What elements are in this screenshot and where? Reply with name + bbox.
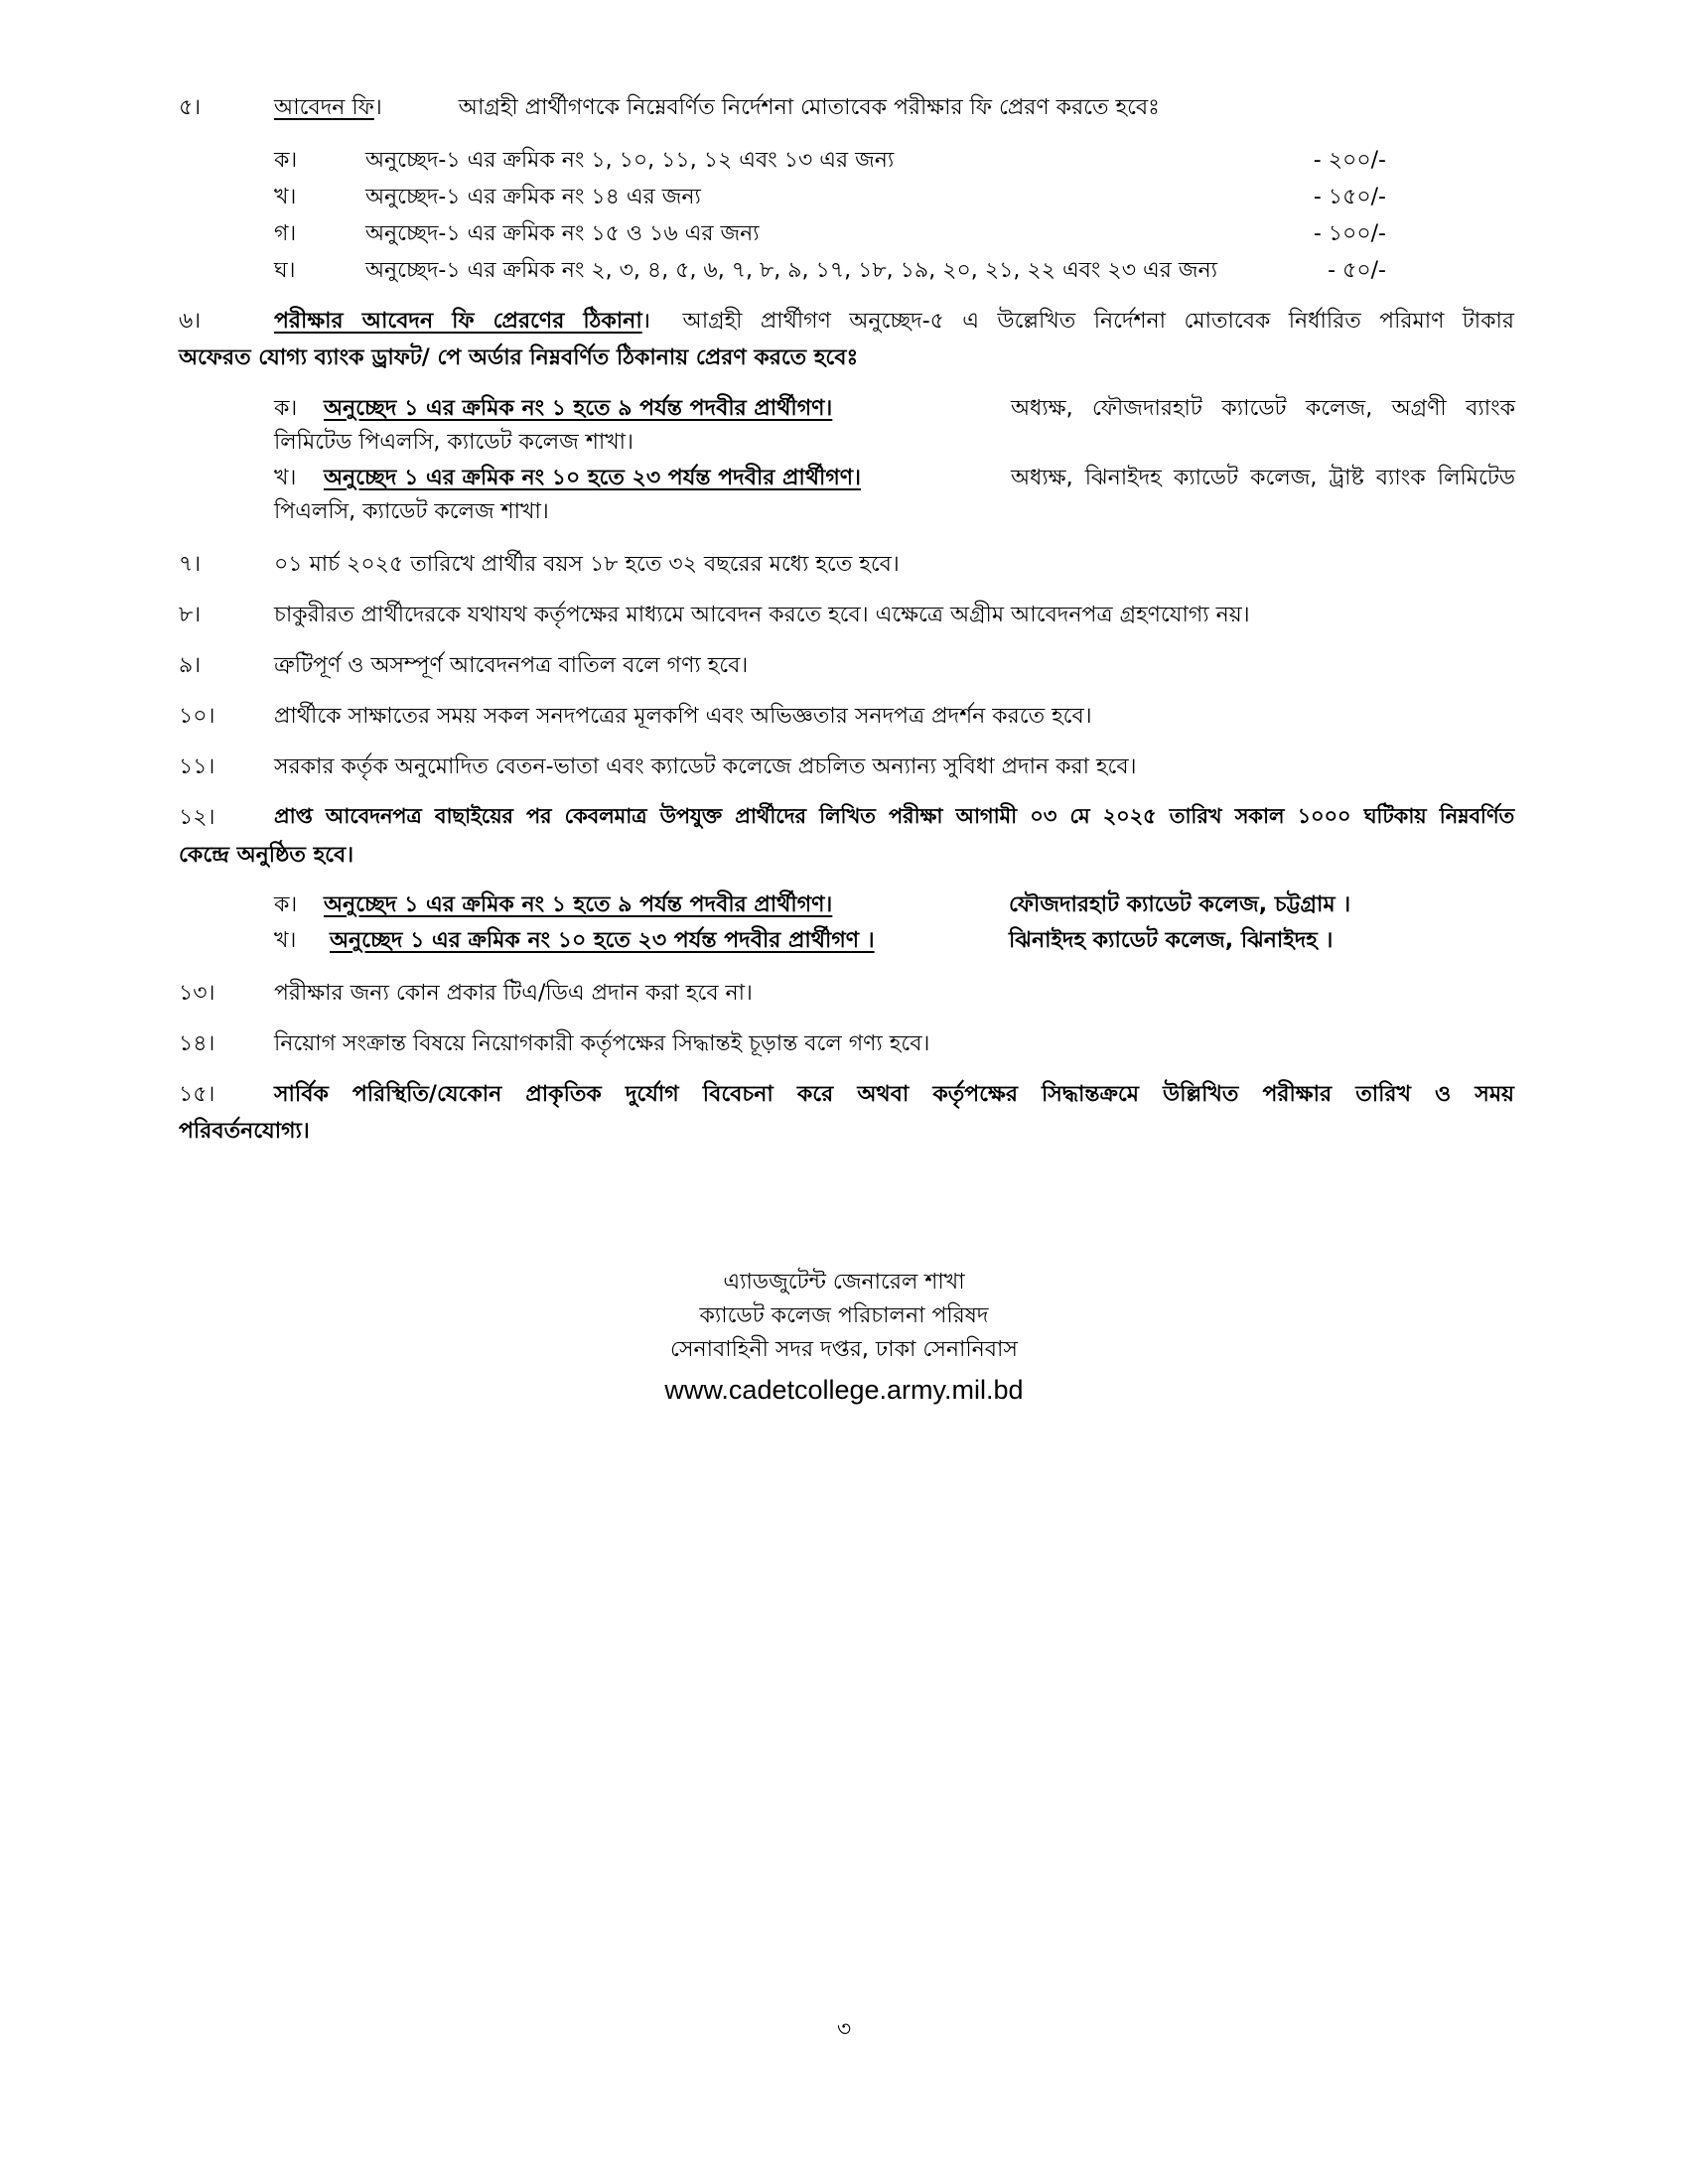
section-number: ১১।: [179, 754, 215, 779]
section-8: [179, 599, 1514, 631]
section-number: ১২।: [179, 805, 215, 830]
section-12: [179, 801, 1514, 833]
fee-row: খ। অনুচ্ছেদ-১ এর ক্রমিক নং ১৪ এর জন্য - ১৫০/-: [274, 181, 1386, 214]
fee-amount: - ১০০/-: [1313, 221, 1386, 246]
section-text: আগ্রহী প্রার্থীগণ অনুচ্ছেদ-৫ এ উল্লেখিত নির্দেশনা মোতাবেক নির্ধারিত পরিমাণ টাকার: [682, 309, 1515, 334]
issuer-branch: এ্যাডজুটেন্ট জেনারেল শাখা: [723, 1270, 965, 1295]
issuer-block: [0, 1266, 1688, 1407]
exam-centre-row: খ। অনুচ্ছেদ ১ এর ক্রমিক নং ১০ হতে ২৩ পর্যন্ত পদবীর প্রার্থীগণ । ঝিনাইদহ ক্যাডেট কলেজ, ঝিনাইদহ ।: [274, 928, 1334, 953]
section-title: পরীক্ষার আবেদন ফি প্রেরণের ঠিকানা: [274, 309, 642, 334]
section-13: [179, 977, 1514, 1010]
section-10: [179, 700, 1514, 733]
section-number: ৫।: [179, 95, 202, 120]
section-text-cont: কেন্দ্রে অনুষ্ঠিত হবে।: [179, 843, 354, 868]
section-15: [179, 1078, 1514, 1111]
section-text: প্রাপ্ত আবেদনপত্র বাছাইয়ের পর কেবলমাত্র উপযুক্ত প্রার্থীদের লিখিত পরীক্ষা আগামী ০৩ মে ২০২৫ তারিখ সকাল ১০০০ ঘটিকায় নিম্নবর্ণিত: [274, 804, 1514, 828]
section-number: ৮।: [179, 603, 202, 627]
section-text: আগ্রহী প্রার্থীগণকে নিম্নেবর্ণিত নির্দেশনা মোতাবেক পরীক্ষার ফি প্রেরণ করতে হবেঃ: [458, 95, 1160, 120]
section-9: [179, 649, 1514, 682]
section-number: ৬।: [179, 309, 202, 334]
section-number: ১৫।: [179, 1082, 215, 1107]
fee-row: গ। অনুচ্ছেদ-১ এর ক্রমিক নং ১৫ ও ১৬ এর জন্য - ১০০/-: [274, 217, 1386, 251]
section-text: চাকুরীরত প্রার্থীদেরকে যথাযথ কর্তৃপক্ষের মাধ্যমে আবেদন করতে হবে। এক্ষেত্রে অগ্রীম আবেদনপত্র গ্রহণযোগ্য নয়।: [274, 603, 1250, 627]
exam-centre-row: ক। অনুচ্ছেদ ১ এর ক্রমিক নং ১ হতে ৯ পর্যন্ত পদবীর প্রার্থীগণ। ফৌজদারহাট ক্যাডেট কলেজ, চট্টগ্রাম ।: [274, 892, 1351, 917]
section-5: ৫। আবেদন ফি। আগ্রহী প্রার্থীগণকে নিম্নেবর্ণিত নির্দেশনা মোতাবেক পরীক্ষার ফি প্রেরণ করতে হবেঃ: [179, 91, 1514, 124]
section-7: [179, 548, 1514, 581]
section-title: আবেদন ফি: [274, 95, 374, 120]
section-number: ১০।: [179, 704, 215, 729]
address-item: খ। অনুচ্ছেদ ১ এর ক্রমিক নং ১০ হতে ২৩ পর্যন্ত পদবীর প্রার্থীগণ। অধ্যক্ষ, ঝিনাইদহ ক্যাডেট কলেজ, ট্রাষ্ট ব্যাংক লিমিটেড পিএলসি, ক্যাডেট কলেজ শাখা।: [274, 466, 1515, 524]
issuer-council: ক্যাডেট কলেজ পরিচালনা পরিষদ: [699, 1303, 989, 1328]
fee-row: ক। অনুচ্ছেদ-১ এর ক্রমিক নং ১, ১০, ১১, ১২ এবং ১৩ এর জন্য - ২০০/-: [274, 144, 1386, 178]
section-text-cont: পরিবর্তনযোগ্য।: [179, 1119, 310, 1144]
section-text: সরকার কর্তৃক অনুমোদিত বেতন-ভাতা এবং ক্যাডেট কলেজে প্রচলিত অন্যান্য সুবিধা প্রদান করা হবে।: [274, 754, 1137, 779]
section-number: ১৩।: [179, 981, 215, 1006]
section-14: [179, 1027, 1514, 1060]
section-text: পরীক্ষার জন্য কোন প্রকার টিএ/ডিএ প্রদান করা হবে না।: [274, 981, 753, 1006]
page-number: ৩: [836, 2017, 852, 2042]
address-item: ক। অনুচ্ছেদ ১ এর ক্রমিক নং ১ হতে ৯ পর্যন্ত পদবীর প্রার্থীগণ। অধ্যক্ষ, ফৌজদারহাট ক্যাডেট কলেজ, অগ্রণী ব্যাংক লিমিটেড পিএলসি, ক্যাডেট কলেজ শাখা।: [274, 396, 1515, 455]
section-11: [179, 751, 1514, 783]
fee-amount: - ৫০/-: [1328, 258, 1386, 283]
section-text: প্রার্থীকে সাক্ষাতের সময় সকল সনদপত্রের মূলকপি এবং অভিজ্ঞতার সনদপত্র প্রদর্শন করতে হবে।: [274, 704, 1092, 729]
section-text: নিয়োগ সংক্রান্ত বিষয়ে নিয়োগকারী কর্তৃপক্ষের সিদ্ধান্তই চূড়ান্ত বলে গণ্য হবে।: [274, 1031, 930, 1056]
section-text: সার্বিক পরিস্থিতি/যেকোন প্রাকৃতিক দুর্যোগ বিবেচনা করে অথবা কর্তৃপক্ষের সিদ্ধান্তক্রমে উল্লিখিত পরীক্ষার তারিখ ও সময়: [274, 1082, 1514, 1107]
section-text: ০১ মার্চ ২০২৫ তারিখে প্রার্থীর বয়স ১৮ হতে ৩২ বছরের মধ্যে হতে হবে।: [274, 552, 900, 577]
fee-row: ঘ। অনুচ্ছেদ-১ এর ক্রমিক নং ২, ৩, ৪, ৫, ৬, ৭, ৮, ৯, ১৭, ১৮, ১৯, ২০, ২১, ২২ এবং ২৩ এর জন্য - ৫০/-: [274, 254, 1386, 288]
section-number: ১৪।: [179, 1031, 215, 1056]
section-6: ৬। পরীক্ষার আবেদন ফি প্রেরণের ঠিকানা। আগ্রহী প্রার্থীগণ অনুচ্ছেদ-৫ এ উল্লেখিত নির্দেশনা মোতাবেক নির্ধারিত পরিমাণ টাকার: [179, 305, 1514, 338]
website-link[interactable]: www.cadetcollege.army.mil.bd: [664, 1375, 1024, 1405]
section-text-cont: অফেরত যোগ্য ব্যাংক ড্রাফট/ পে অর্ডার নিম্নবর্ণিত ঠিকানায় প্রেরণ করতে হবেঃ: [179, 345, 859, 370]
fee-amount: - ২০০/-: [1313, 148, 1386, 173]
issuer-hq: সেনাবাহিনী সদর দপ্তর, ঢাকা সেনানিবাস: [670, 1337, 1018, 1362]
section-text: ত্রুটিপূর্ণ ও অসম্পূর্ণ আবেদনপত্র বাতিল বলে গণ্য হবে।: [274, 653, 749, 678]
section-number: ৯।: [179, 653, 202, 678]
fee-amount: - ১৫০/-: [1313, 185, 1386, 209]
section-number: ৭।: [179, 552, 202, 577]
